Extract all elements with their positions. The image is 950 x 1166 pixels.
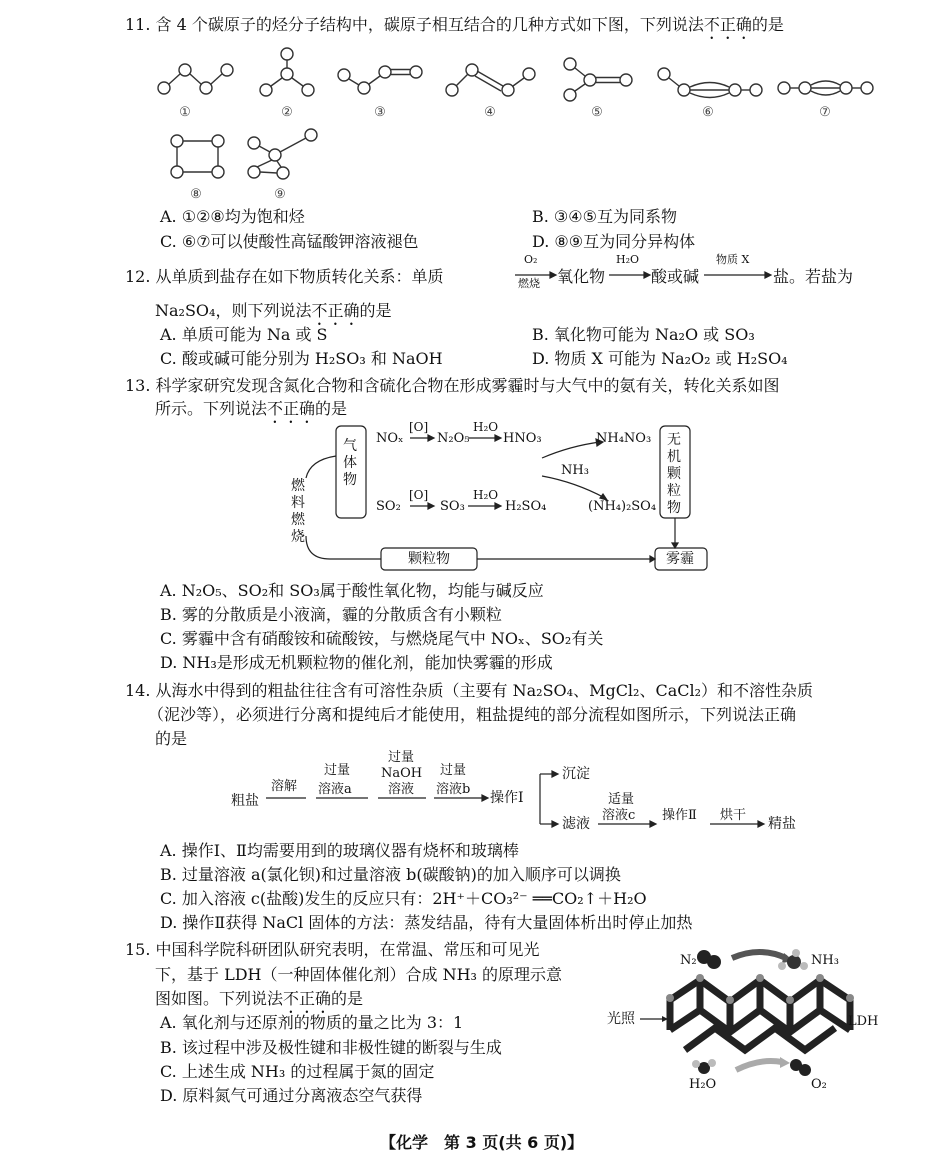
q15-emphasis: 不正确 xyxy=(283,989,332,1008)
q13-n2o5: N₂O₅ xyxy=(437,431,470,446)
q14-op1: 操作Ⅰ xyxy=(490,790,524,806)
q15-stem-1: 15. 中国科学院科研团队研究表明，在常温、常压和可见光 xyxy=(125,940,540,959)
q12-option-d: D. 物质 X 可能为 Na₂O₂ 或 H₂SO₄ xyxy=(532,349,788,368)
q14-option-c: C. 加入溶液 c(盐酸)发生的反应只有：2H⁺＋CO₃²⁻ ══CO₂↑＋H₂O xyxy=(160,889,647,908)
q15-option-a: A. 氧化剂与还原剂的物质的量之比为 3：1 xyxy=(160,1013,464,1032)
q14-s1: 溶解 xyxy=(271,779,298,794)
structure-8 xyxy=(171,135,224,178)
q13-h2o2: H₂O xyxy=(473,488,499,502)
structure-label-2: ② xyxy=(281,105,293,120)
q15-option-b: B. 该过程中涉及极性键和非极性键的断裂与生成 xyxy=(160,1038,502,1057)
q11-option-d: D. ⑧⑨互为同分异构体 xyxy=(532,232,696,251)
q13-stem-2: 所示。下列说法不正确的是 xyxy=(155,399,348,418)
q11-emphasis: 不正确 xyxy=(703,15,752,34)
structure-4 xyxy=(446,64,535,96)
q12-arrow3-top: 物质 X xyxy=(716,253,750,266)
q13-o1: [O] xyxy=(409,420,429,434)
q14-flow xyxy=(0,752,950,842)
q12-option-c: C. 酸或碱可能分别为 H₂SO₃ 和 NaOH xyxy=(160,349,443,368)
q13-stem-1: 13. 科学家研究发现含氮化合物和含硫化合物在形成雾霾时与大气中的氨有关，转化关系如图 xyxy=(125,376,780,395)
structure-label-5: ⑤ xyxy=(591,105,603,120)
q14-s5-bot: 溶液c xyxy=(602,808,636,823)
q14-stem-2: （泥沙等），必须进行分离和提纯后才能使用，粗盐提纯的部分流程如图所示，下列说法正确 xyxy=(148,705,797,724)
q12-line2: Na₂SO₄，则下列说法不正确的是 xyxy=(155,301,392,320)
structure-6 xyxy=(658,68,762,98)
q12-arrow2-top: H₂O xyxy=(616,253,640,266)
q12-arrow1-bottom: 燃烧 xyxy=(518,277,540,290)
q12-mid2: 酸或碱 xyxy=(651,267,700,286)
q15-stem-3: 图如图。下列说法不正确的是 xyxy=(155,989,364,1008)
q13-so3: SO₃ xyxy=(440,499,465,514)
o2-molecule xyxy=(790,1059,811,1076)
q11-option-a: A. ①②⑧均为饱和烃 xyxy=(160,207,305,226)
q12-stem-b: 盐。若盐为 xyxy=(773,267,854,286)
q14-option-a: A. 操作Ⅰ、Ⅱ均需要用到的玻璃仪器有烧杯和玻璃棒 xyxy=(160,841,519,860)
q14-stem-3: 的是 xyxy=(155,729,188,748)
q13-emphasis: 不正确 xyxy=(267,399,316,418)
structure-5 xyxy=(564,58,632,101)
q14-s2-bot: 溶液a xyxy=(318,782,352,797)
q11-structures xyxy=(0,0,950,210)
q14-s2-top: 过量 xyxy=(324,763,351,778)
structure-2 xyxy=(260,48,314,96)
q13-nh4no3: NH₄NO₃ xyxy=(596,431,652,446)
q14-s4-top: 过量 xyxy=(440,763,467,778)
q13-inorganic: 无机颗粒物 xyxy=(667,432,681,516)
q14-precip: 沉淀 xyxy=(562,766,590,782)
q11-stem: 11. 含 4 个碳原子的烃分子结构中，碳原子相互结合的几种方式如下图，下列说法不正确的是 xyxy=(125,15,784,34)
q13-option-b: B. 雾的分散质是小液滴，霾的分散质含有小颗粒 xyxy=(160,605,502,624)
structure-1 xyxy=(158,64,233,94)
structure-label-9: ⑨ xyxy=(274,187,286,202)
q13-gas: 气体物 xyxy=(343,438,357,488)
q13-so2: SO₂ xyxy=(376,499,401,514)
n2-molecule xyxy=(697,950,721,969)
structure-label-7: ⑦ xyxy=(819,105,831,120)
structure-7 xyxy=(778,81,873,95)
q12-emphasis: 不正确 xyxy=(311,301,360,320)
q13-h2o1: H₂O xyxy=(473,420,499,434)
q15-ldh-figure xyxy=(600,940,890,1100)
q12-option-a: A. 单质可能为 Na 或 S xyxy=(160,325,328,344)
q14-option-b: B. 过量溶液 a(氯化钡)和过量溶液 b(碳酸钠)的加入顺序可以调换 xyxy=(160,865,621,884)
q15-light-label: 光照 xyxy=(607,1011,635,1027)
ldh-lattice xyxy=(670,980,850,1050)
q11-option-c: C. ⑥⑦可以使酸性高锰酸钾溶液褪色 xyxy=(160,232,419,251)
q13-option-a: A. N₂O₅、SO₂和 SO₃属于酸性氧化物，均能与碱反应 xyxy=(160,581,544,600)
q13-haze: 雾霾 xyxy=(666,551,694,567)
q13-hno3: HNO₃ xyxy=(503,431,542,446)
q14-s5-top: 适量 xyxy=(608,792,635,807)
q11-option-b: B. ③④⑤互为同系物 xyxy=(532,207,677,226)
q13-option-c: C. 雾霾中含有硝酸铵和硫酸铵，与燃烧尾气中 NOₓ、SO₂有关 xyxy=(160,629,604,648)
h2o-molecule xyxy=(692,1059,716,1074)
q13-option-d: D. NH₃是形成无机颗粒物的催化剂，能加快雾霾的形成 xyxy=(160,653,553,672)
q13-nox: NOₓ xyxy=(376,431,404,446)
q14-s3-top1: 过量 xyxy=(388,750,415,765)
q15-h2o-label: H₂O xyxy=(689,1077,717,1092)
page-footer: 【化学 第 3 页(共 6 页)】 xyxy=(380,1133,584,1152)
structure-label-1: ① xyxy=(179,105,191,120)
q13-fuel: 燃料燃烧 xyxy=(291,478,305,545)
q14-start: 粗盐 xyxy=(231,793,259,809)
q13-h2so4: H₂SO₄ xyxy=(505,499,547,514)
q12-option-b: B. 氧化物可能为 Na₂O 或 SO₃ xyxy=(532,325,755,344)
q12-mid1: 氧化物 xyxy=(557,267,606,286)
structure-label-3: ③ xyxy=(374,105,386,120)
q13-nh42so4: (NH₄)₂SO₄ xyxy=(588,499,657,514)
q15-ldh-label: LDH xyxy=(848,1014,879,1029)
structure-3 xyxy=(338,66,422,94)
q14-end: 精盐 xyxy=(768,816,796,832)
q14-stem-1: 14. 从海水中得到的粗盐往往含有可溶性杂质（主要有 Na₂SO₄、MgCl₂、CaCl₂）和不溶性杂质 xyxy=(125,681,814,700)
q15-nh3-label: NH₃ xyxy=(811,953,839,968)
structure-9 xyxy=(248,129,317,179)
q12-stem-a: 12. 从单质到盐存在如下物质转化关系：单质 xyxy=(125,267,444,286)
structure-label-8: ⑧ xyxy=(190,187,202,202)
q15-option-d: D. 原料氮气可通过分离液态空气获得 xyxy=(160,1086,423,1105)
q15-o2-label: O₂ xyxy=(811,1077,827,1092)
structure-label-6: ⑥ xyxy=(702,105,714,120)
q15-stem-2: 下，基于 LDH（一种固体催化剂）合成 NH₃ 的原理示意 xyxy=(155,965,563,984)
q14-s4-bot: 溶液b xyxy=(436,782,471,797)
q14-dry: 烘干 xyxy=(720,808,747,823)
q14-filtrate: 滤液 xyxy=(562,816,590,832)
q14-option-d: D. 操作Ⅱ获得 NaCl 固体的方法：蒸发结晶，待有大量固体析出时停止加热 xyxy=(160,913,693,932)
q15-option-c: C. 上述生成 NH₃ 的过程属于氮的固定 xyxy=(160,1062,435,1081)
structure-label-4: ④ xyxy=(484,105,496,120)
q14-op2: 操作Ⅱ xyxy=(662,808,697,823)
q14-s3-bot: 溶液 xyxy=(388,782,415,797)
q13-particles: 颗粒物 xyxy=(408,551,450,567)
q13-o2: [O] xyxy=(409,488,429,502)
q15-n2-label: N₂ xyxy=(680,953,697,968)
q13-nh3: NH₃ xyxy=(561,463,589,478)
q12-arrow1-top: O₂ xyxy=(524,253,538,266)
q14-s3-top2: NaOH xyxy=(381,766,423,781)
